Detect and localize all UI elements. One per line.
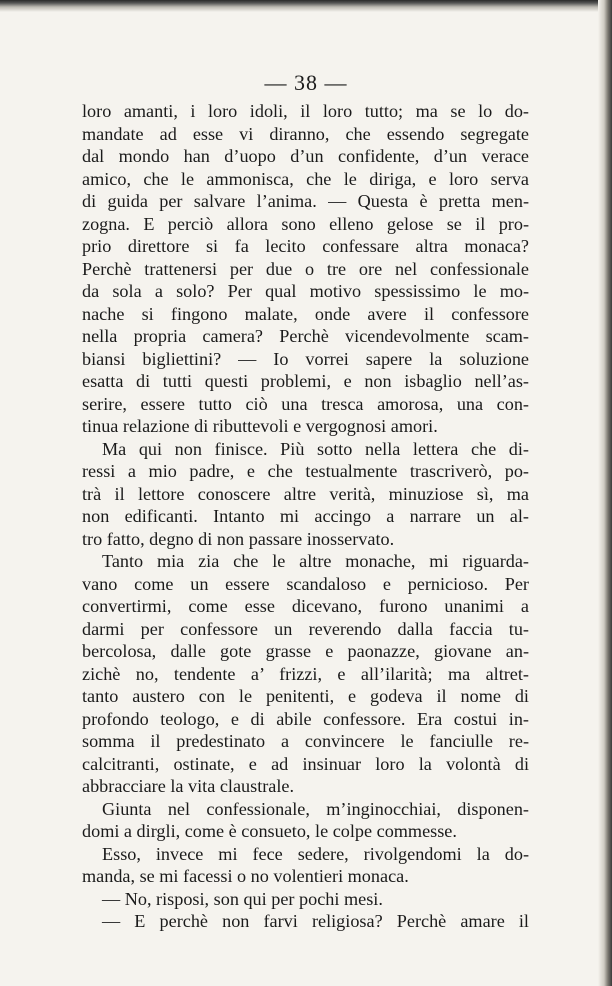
text-line: tanto austero con le penitenti, e godeva il nome di bbox=[82, 686, 529, 706]
text-line: amico, che le ammonisca, che le diriga, e loro serva bbox=[82, 168, 529, 189]
text-line: loro amanti, i loro idoli, il loro tutto; ma se lo do- bbox=[82, 101, 529, 121]
text-line: zogna. E perciò allora sono elleno gelose se il pro- bbox=[82, 213, 529, 234]
text-line: calcitranti, ostinate, e ad insinuar loro la volontà di bbox=[82, 753, 529, 774]
text-line: di guida per salvare l’anima. — Questa è pretta men- bbox=[82, 191, 529, 211]
text-line: — No, risposi, son qui per pochi mesi. bbox=[102, 888, 383, 909]
text-line: Giunta nel confessionale, m’inginocchiai, disponen- bbox=[102, 798, 529, 819]
page-binding-edge-shadow bbox=[598, 0, 612, 986]
text-line: dal mondo han d’uopo d’un confidente, d’un verace bbox=[82, 146, 529, 166]
text-line: trà il lettore conoscere altre verità, minuziose sì, ma bbox=[82, 483, 529, 504]
text-line: abbracciare la vita claustrale. bbox=[82, 776, 295, 796]
text-line: mandate ad esse vi diranno, che essendo segregate bbox=[82, 123, 529, 144]
text-line: bercolosa, dalle gote grasse e paonazze, giovane an- bbox=[82, 641, 529, 661]
page-number: — 38 — bbox=[264, 70, 348, 95]
text-line: tinua relazione di ributtevoli e vergognosi amori. bbox=[82, 416, 438, 436]
text-line: da sola a solo? Per qual motivo spessissimo le mo- bbox=[82, 281, 529, 301]
text-line: Tanto mia zia che le altre monache, mi riguarda- bbox=[102, 551, 529, 571]
text-line: somma il predestinato a convincere le fanciulle re- bbox=[82, 731, 529, 751]
text-line: Perchè trattenersi per due o tre ore nel confessionale bbox=[82, 258, 529, 279]
text-line: biansi bigliettini? — Io vorrei sapere la soluzione bbox=[82, 348, 529, 369]
text-line: ressi a mio padre, e che testualmente trascriverò, po- bbox=[82, 461, 529, 481]
text-line: Ma qui non finisce. Più sotto nella lettera che di- bbox=[102, 438, 529, 459]
text-line: zichè no, tendente a’ frizzi, e all’ilarità; ma altret- bbox=[82, 663, 529, 684]
text-line: non edificanti. Intanto mi accingo a narrare un al- bbox=[82, 506, 529, 526]
body-text bbox=[82, 100, 529, 933]
text-line: manda, se mi facessi o no volentieri monaca. bbox=[82, 866, 409, 886]
text-line: convertirmi, come esse dicevano, furono unanimi a bbox=[82, 596, 529, 616]
text-line: nache si fingono malate, onde avere il confessore bbox=[82, 303, 529, 324]
text-line: vano come un essere scandaloso e pernicioso. Per bbox=[82, 573, 529, 594]
text-line: profondo teologo, e di abile confessore. Era costui in- bbox=[82, 708, 529, 729]
page-top-edge-shadow bbox=[0, 0, 612, 12]
text-line: serire, essere tutto ciò una tresca amorosa, una con- bbox=[82, 393, 529, 414]
text-line: nella propria camera? Perchè vicendevolmente scam- bbox=[82, 326, 529, 346]
text-line: domi a dirgli, come è consueto, le colpe commesse. bbox=[82, 821, 457, 841]
text-line: esatta di tutti questi problemi, e non isbaglio nell’as- bbox=[82, 371, 529, 391]
text-line: — E perchè non farvi religiosa? Perchè amare il bbox=[102, 911, 529, 931]
text-line: Esso, invece mi fece sedere, rivolgendomi la do- bbox=[102, 843, 529, 864]
text-line: darmi per confessore un reverendo dalla faccia tu- bbox=[82, 618, 529, 639]
text-line: tro fatto, degno di non passare inosservato. bbox=[82, 528, 395, 549]
text-line: prio direttore si fa lecito confessare altra monaca? bbox=[82, 236, 529, 256]
